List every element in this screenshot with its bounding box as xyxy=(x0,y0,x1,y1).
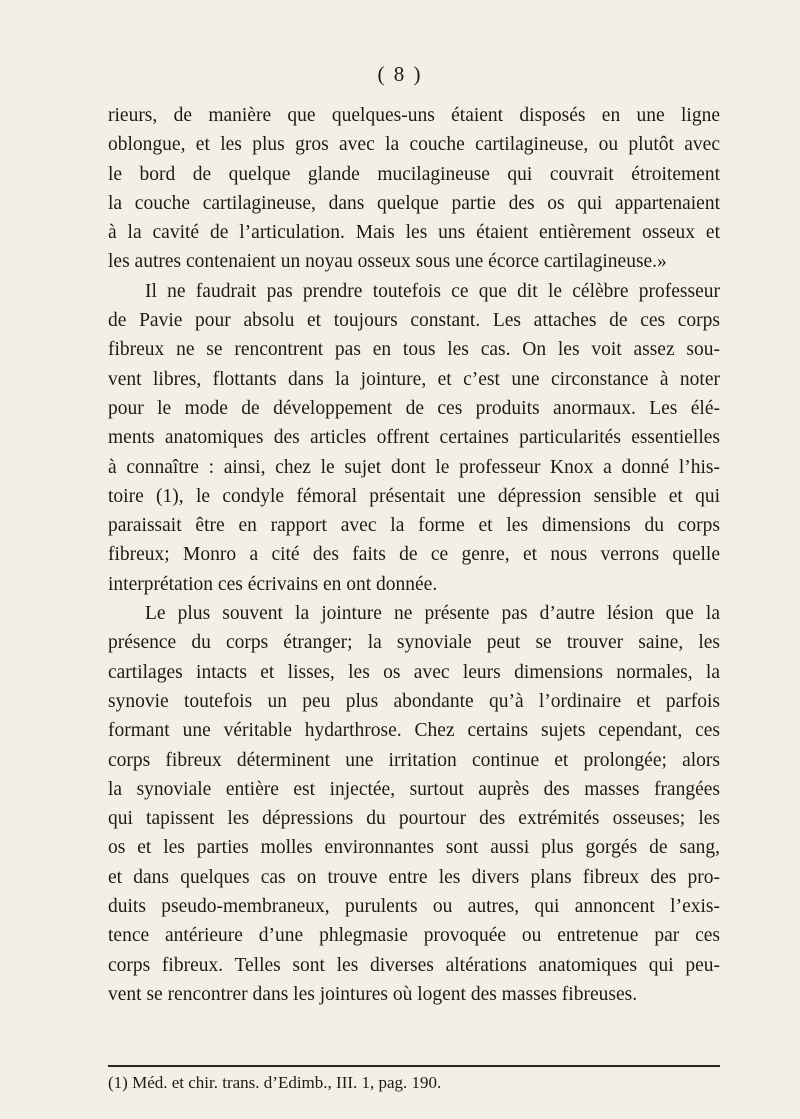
text-line: rieurs, de manière que quelques-uns étaient disposés en une ligne xyxy=(108,105,720,126)
paragraph-start-line: Le plus souvent la jointure ne présente pas d’autre lésion que la xyxy=(145,603,720,625)
paragraph-start-line: Il ne faudrait pas prendre toutefois ce que dit le célèbre professeur xyxy=(145,280,720,302)
text-line: qui tapissent les dépressions du pourtour des extrémités osseuses; les xyxy=(108,808,720,830)
text-line: fibreux; Monro a cité des faits de ce genre, et nous verrons quelle xyxy=(108,544,720,566)
text-line: ments anatomiques des articles offrent certaines particularités essentielles xyxy=(108,427,720,449)
text-line: les autres contenaient un noyau osseux sous une écorce cartilagineuse.» xyxy=(108,251,667,273)
text-line: à la cavité de l’articulation. Mais les uns étaient entièrement osseux et xyxy=(108,222,720,244)
text-line: duits pseudo-membraneux, purulents ou autres, qui annoncent l’exis- xyxy=(108,896,720,918)
footnote: (1) Méd. et chir. trans. d’Edimb., III. 1, pag. 190. xyxy=(108,1073,442,1092)
text-line: oblongue, et les plus gros avec la couche cartilagineuse, ou plutôt avec xyxy=(108,134,720,156)
text-line: corps fibreux déterminent une irritation continue et prolongée; alors xyxy=(108,749,720,771)
text-line: de Pavie pour absolu et toujours constant. Les attaches de ces corps xyxy=(108,310,720,332)
text-line: tence antérieure d’une phlegmasie provoquée ou entretenue par ces xyxy=(108,925,720,947)
text-line: paraissait être en rapport avec la forme et les dimensions du corps xyxy=(108,515,720,537)
text-line: vent libres, flottants dans la jointure, et c’est une circonstance à noter xyxy=(108,368,720,390)
text-line: à connaître : ainsi, chez le sujet dont le professeur Knox a donné l’his- xyxy=(108,456,720,478)
text-line: formant une véritable hydarthrose. Chez certains sujets cependant, ces xyxy=(108,720,720,742)
text-line: pour le mode de développement de ces produits anormaux. Les élé- xyxy=(108,397,720,419)
text-line: et dans quelques cas on trouve entre les divers plans fibreux des pro- xyxy=(108,866,720,888)
text-line: toire (1), le condyle fémoral présentait une dépression sensible et qui xyxy=(108,485,720,507)
text-line: cartilages intacts et lisses, les os avec leurs dimensions normales, la xyxy=(108,661,720,683)
text-line: fibreux ne se rencontrent pas en tous les cas. On les voit assez sou- xyxy=(108,339,720,361)
text-line: présence du corps étranger; la synoviale peut se trouver saine, les xyxy=(108,632,720,654)
text-line: la couche cartilagineuse, dans quelque partie des os qui appartenaient xyxy=(108,192,720,214)
text-line: corps fibreux. Telles sont les diverses altérations anatomiques qui peu- xyxy=(108,954,720,976)
text-line: synovie toutefois un peu plus abondante qu’à l’ordinaire et parfois xyxy=(108,690,720,712)
page-number: ( 8 ) xyxy=(377,62,423,86)
body-text xyxy=(108,101,720,1009)
text-line: interprétation ces écrivains en ont donnée. xyxy=(108,573,438,595)
text-line: la synoviale entière est injectée, surtout auprès des masses frangées xyxy=(108,778,720,800)
text-line: le bord de quelque glande mucilagineuse qui couvrait étroitement xyxy=(108,163,720,185)
footnote-divider xyxy=(108,1065,720,1067)
text-line: vent se rencontrer dans les jointures où logent des masses fibreuses. xyxy=(108,983,638,1005)
text-line: os et les parties molles environnantes sont aussi plus gorgés de sang, xyxy=(108,837,720,859)
